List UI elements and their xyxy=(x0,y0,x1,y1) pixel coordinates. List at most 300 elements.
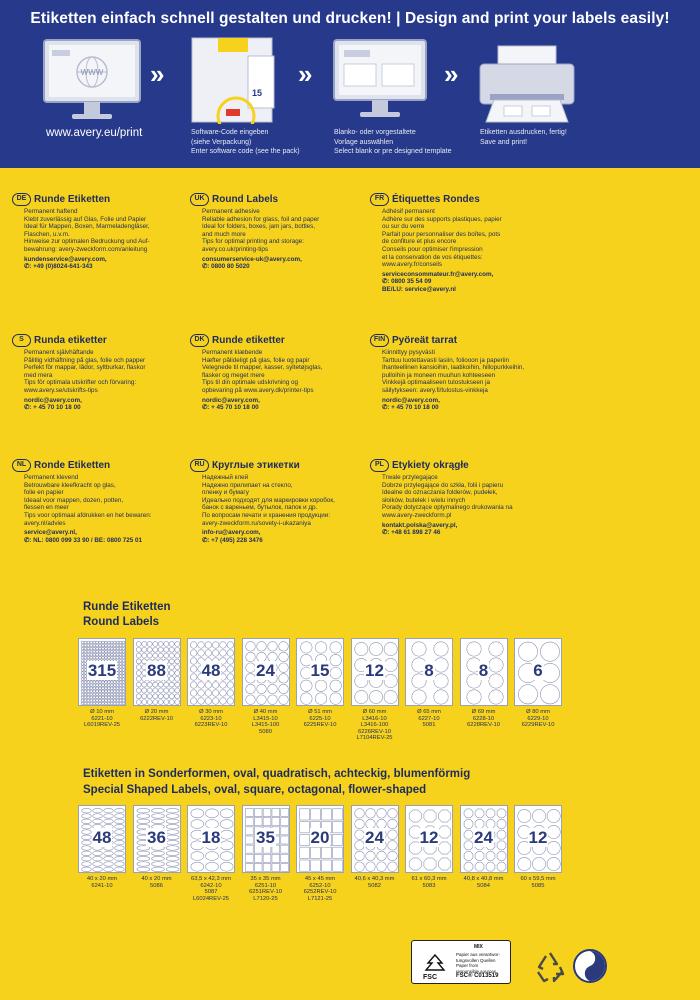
label-outline xyxy=(147,641,152,646)
green-dot-icon xyxy=(572,948,608,984)
feature-item: – de confiture et plus encore xyxy=(382,238,540,246)
sheet-product-codes xyxy=(131,876,183,889)
label-outline xyxy=(90,641,93,644)
label-outline xyxy=(190,682,197,689)
label-outline xyxy=(108,656,111,659)
label-outline xyxy=(311,809,321,820)
label-outline xyxy=(93,819,103,823)
product-code: 5080 xyxy=(259,728,272,735)
label-outline xyxy=(93,867,103,871)
product-code: 6229REV-10 xyxy=(521,722,555,728)
label-outline xyxy=(163,647,168,652)
label-outline xyxy=(190,690,197,697)
fsc-logo-text: FSC xyxy=(423,974,437,981)
country-code-badge: DE xyxy=(12,193,31,206)
feature-item: – flessen en meer xyxy=(24,504,182,512)
label-outline xyxy=(158,647,163,652)
label-outline xyxy=(158,682,163,687)
sheet-product-codes xyxy=(512,876,564,889)
label-outline xyxy=(113,647,116,650)
feature-item: – Adhère sur des supports plastiques, papier xyxy=(382,216,540,224)
sheet-product-codes xyxy=(294,876,346,902)
label-outline xyxy=(205,682,212,689)
label-outline xyxy=(151,851,164,855)
country-code-badge: RU xyxy=(190,459,209,472)
label-outline xyxy=(122,644,125,647)
label-outline xyxy=(330,693,342,705)
label-outline xyxy=(122,684,125,687)
label-outline xyxy=(136,867,149,871)
special-section-title-de: Etiketten in Sonderformen, oval, quadratisch, achteckig, blumenförmig xyxy=(83,768,471,780)
label-outline xyxy=(206,862,219,871)
feature-item: – Betrouwbare kleefkracht op glas, xyxy=(24,482,182,490)
label-outline xyxy=(113,641,116,644)
feature-item: – Ihanteellinen kansioihin, laatikoihin, hillopurkkeihin, xyxy=(382,364,540,372)
label-outline xyxy=(99,644,102,647)
label-outline xyxy=(116,684,119,687)
feature-item: – Hæfter pålideligt på glas, folie og papir xyxy=(202,357,360,365)
feature-item: – Flaschen, u.v.m. xyxy=(24,231,182,239)
product-code: L7120-25 xyxy=(253,895,278,902)
label-outline xyxy=(387,862,397,872)
labels-per-sheet xyxy=(188,828,234,848)
label-outline xyxy=(110,653,113,656)
feature-item: – Pålitlig vidhäftning på glas, folie och papper xyxy=(24,357,182,365)
label-outline xyxy=(87,653,90,656)
sheet-product-codes xyxy=(131,709,183,722)
label-outline xyxy=(99,702,102,705)
lang-feature-list xyxy=(190,474,360,544)
label-outline xyxy=(90,653,93,656)
label-outline xyxy=(409,810,421,822)
label-outline xyxy=(99,687,102,690)
lang-feature-list xyxy=(370,208,540,294)
label-outline xyxy=(82,867,92,871)
label-outline xyxy=(116,687,119,690)
lang-feature-list xyxy=(12,349,182,412)
label-outline xyxy=(464,809,473,818)
label-outline xyxy=(116,681,119,684)
labels-per-sheet-value: 12 xyxy=(419,828,439,847)
label-outline xyxy=(110,656,113,659)
lang-header xyxy=(12,458,182,472)
labels-per-sheet xyxy=(352,828,398,848)
label-outline xyxy=(102,684,105,687)
label-size: 40 x 20 mm xyxy=(141,876,172,882)
label-outline xyxy=(245,818,253,826)
label-outline xyxy=(87,696,90,699)
label-outline xyxy=(518,809,531,822)
label-outline xyxy=(102,653,105,656)
label-outline xyxy=(108,690,111,693)
label-outline xyxy=(271,809,279,817)
label-outline xyxy=(376,851,386,861)
label-outline xyxy=(110,687,113,690)
label-outline xyxy=(90,696,93,699)
label-outline xyxy=(141,688,146,693)
label-outline xyxy=(105,650,108,653)
label-sheet xyxy=(133,638,181,706)
fsc-tree-icon xyxy=(422,953,448,973)
label-outline xyxy=(169,694,174,699)
label-outline xyxy=(93,681,96,684)
label-outline xyxy=(87,693,90,696)
contact-line[interactable]: – nordic@avery.com, xyxy=(382,397,540,405)
lang-feature-list xyxy=(370,349,540,412)
label-outline xyxy=(96,693,99,696)
label-outline xyxy=(486,809,495,818)
product-code: 6229-10 xyxy=(527,715,549,722)
label-outline xyxy=(90,690,93,693)
label-outline xyxy=(315,693,327,705)
label-outline xyxy=(163,653,168,658)
lang-block-dk xyxy=(190,333,360,412)
label-outline xyxy=(136,694,141,699)
feature-item: – Conseils pour optimiser l'impression xyxy=(382,246,540,254)
label-outline xyxy=(540,685,559,704)
contact-line[interactable]: – service@avery.nl, xyxy=(24,529,182,537)
label-outline xyxy=(81,653,84,656)
svg-text:WWW: WWW xyxy=(80,68,104,77)
label-outline xyxy=(136,856,149,860)
label-outline xyxy=(113,650,116,653)
labels-per-sheet xyxy=(188,661,234,681)
labels-per-sheet-value: 12 xyxy=(528,828,548,847)
label-outline xyxy=(198,690,205,697)
label-outline xyxy=(84,702,87,705)
label-outline xyxy=(96,690,99,693)
lang-header xyxy=(370,458,540,472)
feature-item: – По вопросам печати и хранения продукции: xyxy=(202,512,360,520)
label-outline xyxy=(87,681,90,684)
feature-item: – Reliable adhesion for glass, foil and paper xyxy=(202,216,360,224)
label-outline xyxy=(93,862,103,866)
sheet-product-codes xyxy=(458,709,510,729)
label-outline xyxy=(271,863,279,871)
label-outline xyxy=(116,656,119,659)
feature-item: – et la conservation de vos étiquettes: xyxy=(382,254,540,262)
feature-item: – Tips för optimala utskrifter och förvaring: xyxy=(24,379,182,387)
label-outline xyxy=(315,642,327,654)
label-outline xyxy=(102,681,105,684)
labels-per-sheet-value: 6 xyxy=(533,661,543,680)
label-outline xyxy=(486,862,495,871)
label-outline xyxy=(105,684,108,687)
product-code: L7104REV-25 xyxy=(356,735,393,741)
label-sheet xyxy=(405,638,453,706)
labels-per-sheet-value: 48 xyxy=(201,661,221,680)
product-code: 6228-10 xyxy=(472,715,495,722)
label-outline xyxy=(84,696,87,699)
product-code: L3416-10 xyxy=(362,715,387,722)
contact-line: – ✆: + 45 70 10 18 00 xyxy=(202,404,360,412)
label-outline xyxy=(87,684,90,687)
label-outline xyxy=(122,696,125,699)
label-outline xyxy=(205,698,212,705)
feature-item: – Hinweise zur optimalen Bedruckung und Auf- xyxy=(24,238,182,246)
label-size: 40 x 20 mm xyxy=(86,876,118,882)
label-outline xyxy=(245,854,253,862)
label-outline xyxy=(82,851,92,855)
label-outline xyxy=(147,647,152,652)
template-monitor-icon xyxy=(332,38,428,124)
label-outline xyxy=(166,819,179,823)
label-outline xyxy=(90,687,93,690)
feature-item: – säilytykseen: avery.fi/tulostus-vinkkeja xyxy=(382,387,540,395)
label-outline xyxy=(93,644,96,647)
contact-line[interactable]: – info-ru@avery.com, xyxy=(202,529,360,537)
label-outline xyxy=(113,699,116,702)
label-outline xyxy=(466,642,480,656)
label-outline xyxy=(227,642,234,649)
label-outline xyxy=(84,650,87,653)
lang-block-s xyxy=(12,333,182,412)
label-outline xyxy=(116,650,119,653)
label-outline xyxy=(96,699,99,702)
label-outline xyxy=(311,860,321,871)
label-outline xyxy=(434,642,448,656)
label-outline xyxy=(96,653,99,656)
label-outline xyxy=(90,656,93,659)
label-outline xyxy=(280,818,288,826)
label-outline xyxy=(227,690,234,697)
label-outline xyxy=(119,702,122,705)
label-outline xyxy=(110,644,113,647)
contact-line[interactable]: – consumerservice-uk@avery.com, xyxy=(202,256,360,264)
label-outline xyxy=(122,687,125,690)
label-outline xyxy=(99,650,102,653)
label-outline xyxy=(152,688,157,693)
label-outline xyxy=(174,694,179,699)
label-outline xyxy=(220,852,233,861)
contact-line[interactable]: – serviceconsommateur.fr@avery.com, xyxy=(382,271,540,279)
label-outline xyxy=(263,854,271,862)
label-outline xyxy=(90,681,93,684)
contact-line: – ✆: NL: 0800 099 33 90 / BE: 0800 725 01 xyxy=(24,537,182,545)
feature-item: – Adhésif permanent xyxy=(382,208,540,216)
label-outline xyxy=(151,814,164,818)
feature-item: – opbevaring på www.avery.dk/printer-tips xyxy=(202,387,360,395)
label-outline xyxy=(136,653,141,658)
sheet-product-codes xyxy=(458,876,510,889)
label-outline xyxy=(116,696,119,699)
lang-header xyxy=(190,192,360,206)
label-outline xyxy=(108,653,111,656)
label-outline xyxy=(81,650,84,653)
label-outline xyxy=(147,688,152,693)
feature-item: – med mera xyxy=(24,372,182,380)
label-outline xyxy=(220,642,227,649)
label-outline xyxy=(104,808,114,812)
label-outline xyxy=(87,647,90,650)
sheet-product-codes xyxy=(185,876,237,902)
label-outline xyxy=(122,647,125,650)
lang-header xyxy=(370,333,540,347)
label-outline xyxy=(84,699,87,702)
avery-print-url[interactable]: www.avery.eu/print xyxy=(46,127,143,139)
labels-per-sheet-value: 24 xyxy=(365,828,384,847)
label-outline xyxy=(547,809,560,822)
lang-block-uk xyxy=(190,192,360,271)
label-outline xyxy=(96,644,99,647)
labels-per-sheet xyxy=(515,828,561,848)
step-caption-code: Software-Code eingeben (siehe Verpackung) Enter software code (see the pack) xyxy=(191,129,300,155)
feature-item: – Ideaal voor mappen, dozen, potten, xyxy=(24,497,182,505)
label-outline xyxy=(205,642,212,649)
feature-item: – Dobrze przylegające do szkła, folii i papieru xyxy=(382,482,540,490)
label-outline xyxy=(518,685,537,704)
fsc-mix-label: MIX xyxy=(474,944,483,950)
label-outline xyxy=(102,647,105,650)
sheet-product-codes xyxy=(76,709,128,729)
label-outline xyxy=(163,682,168,687)
label-outline xyxy=(245,642,255,652)
label-outline xyxy=(267,695,277,705)
country-code-badge: UK xyxy=(190,193,209,206)
label-outline xyxy=(486,852,495,861)
feature-item: – Ideal for folders, boxes, jam jars, bottles, xyxy=(202,223,360,231)
label-outline xyxy=(518,642,537,661)
label-outline xyxy=(191,862,204,871)
country-code-badge: FIN xyxy=(370,334,389,347)
label-outline xyxy=(227,650,234,657)
label-outline xyxy=(488,642,502,656)
label-outline xyxy=(90,684,93,687)
label-outline xyxy=(205,650,212,657)
label-outline xyxy=(116,702,119,705)
label-outline xyxy=(113,656,116,659)
label-outline xyxy=(122,656,125,659)
label-outline xyxy=(93,693,96,696)
label-outline xyxy=(245,809,253,817)
sheet-product-codes xyxy=(240,876,292,902)
label-outline xyxy=(102,656,105,659)
label-outline xyxy=(113,702,116,705)
label-outline xyxy=(190,698,197,705)
lang-title: Runde Etiketten xyxy=(34,193,111,205)
label-outline xyxy=(163,688,168,693)
label-outline xyxy=(151,867,164,871)
product-code: 6252-10 xyxy=(309,882,331,889)
label-outline xyxy=(93,650,96,653)
label-outline xyxy=(116,644,119,647)
product-code: 6221-10 xyxy=(91,715,113,722)
contact-line: – ✆: +49 (0)8024-641-343 xyxy=(24,263,182,271)
feature-item: – folie en papier xyxy=(24,489,182,497)
sheet-product-codes xyxy=(349,876,401,889)
labels-per-sheet-value: 8 xyxy=(478,661,489,680)
label-outline xyxy=(254,854,262,862)
label-outline xyxy=(115,867,125,871)
label-outline xyxy=(113,653,116,656)
labels-per-sheet xyxy=(297,661,343,681)
labels-per-sheet xyxy=(406,661,452,681)
label-outline xyxy=(136,700,141,705)
label-outline xyxy=(84,693,87,696)
contact-line[interactable]: – kontakt.polska@avery.pl, xyxy=(382,522,540,530)
label-outline xyxy=(119,693,122,696)
label-outline xyxy=(116,641,119,644)
label-outline xyxy=(136,641,141,646)
label-outline xyxy=(105,702,108,705)
label-outline xyxy=(115,856,125,860)
label-outline xyxy=(122,702,125,705)
label-outline xyxy=(93,699,96,702)
label-outline xyxy=(87,644,90,647)
label-outline xyxy=(169,682,174,687)
label-sheet xyxy=(514,638,562,706)
label-outline xyxy=(198,642,205,649)
label-outline xyxy=(278,642,288,652)
lang-block-fr xyxy=(370,192,540,294)
lang-block-pl xyxy=(370,458,540,537)
label-outline xyxy=(113,684,116,687)
sheet-product-codes xyxy=(240,709,292,735)
step-arrow-1: » xyxy=(150,59,165,89)
label-outline xyxy=(532,809,545,822)
label-outline xyxy=(174,688,179,693)
label-outline xyxy=(245,863,253,871)
label-outline xyxy=(119,647,122,650)
lang-header xyxy=(190,458,360,472)
lang-feature-list xyxy=(190,349,360,412)
label-outline xyxy=(87,656,90,659)
label-outline xyxy=(158,694,163,699)
label-outline xyxy=(110,681,113,684)
label-outline xyxy=(87,699,90,702)
label-outline xyxy=(278,684,288,694)
label-sheet xyxy=(242,805,290,873)
step-arrow-3: » xyxy=(444,59,459,89)
feature-item: – пленку и бумагу xyxy=(202,489,360,497)
label-outline xyxy=(116,647,119,650)
label-outline xyxy=(99,647,102,650)
label-outline xyxy=(475,852,484,861)
contact-line: – ✆: + 45 70 10 18 00 xyxy=(24,404,182,412)
lang-feature-list xyxy=(12,208,182,271)
labels-per-sheet-value: 15 xyxy=(310,661,330,680)
label-outline xyxy=(384,690,397,703)
label-outline xyxy=(301,680,313,692)
label-outline xyxy=(93,808,103,812)
label-outline xyxy=(158,641,163,646)
feature-item: – Ideal für Mappen, Boxen, Marmeladengläser, xyxy=(24,223,182,231)
label-outline xyxy=(105,656,108,659)
label-sheet xyxy=(187,638,235,706)
contact-line[interactable]: – nordic@avery.com, xyxy=(202,397,360,405)
label-sheet xyxy=(187,805,235,873)
label-outline xyxy=(108,693,111,696)
label-outline xyxy=(409,858,421,870)
label-outline xyxy=(166,867,179,871)
contact-line[interactable]: – nordic@avery.com, xyxy=(24,397,182,405)
label-size: Ø 20 mm xyxy=(144,709,169,715)
label-outline xyxy=(147,694,152,699)
label-outline xyxy=(105,693,108,696)
label-outline xyxy=(119,699,122,702)
label-outline xyxy=(497,809,506,818)
label-outline xyxy=(141,682,146,687)
product-code: 6228REV-10 xyxy=(467,722,500,728)
label-outline xyxy=(96,684,99,687)
label-outline xyxy=(96,656,99,659)
label-outline xyxy=(99,690,102,693)
label-outline xyxy=(84,656,87,659)
label-outline xyxy=(108,647,111,650)
contact-line[interactable]: – kundenservice@avery.com, xyxy=(24,256,182,264)
label-outline xyxy=(267,642,277,652)
feature-item: – bewahrung: avery-zweckform.com/anleitung xyxy=(24,246,182,254)
